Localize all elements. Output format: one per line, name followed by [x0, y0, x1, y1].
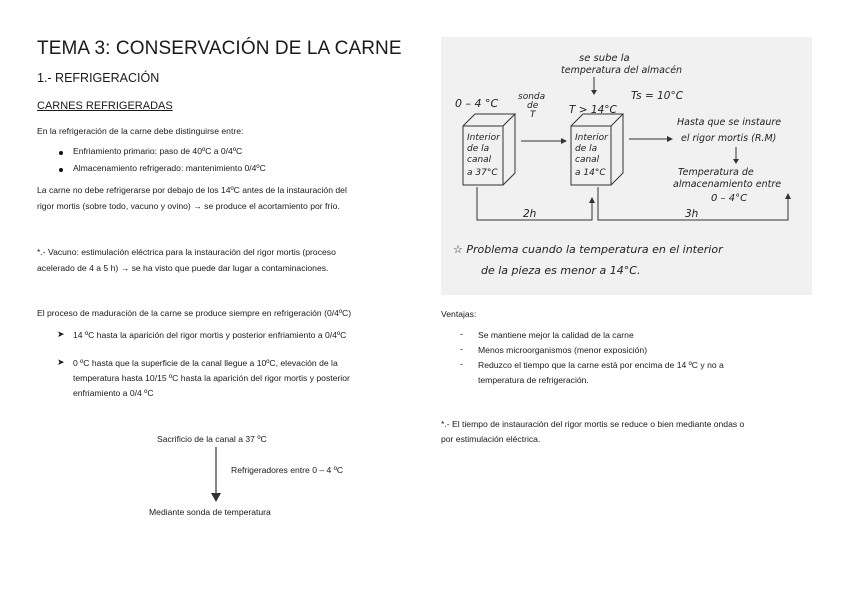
ventaja-item: Se mantiene mejor la calidad de la carne: [478, 330, 634, 340]
hw-right-4: almacenamiento entre: [673, 179, 782, 190]
paragraph-line: La carne no debe refrigerarse por debajo de los 14ºC antes de la instauración del: [37, 185, 347, 195]
subsection-heading: CARNES REFRIGERADAS: [37, 100, 173, 112]
arrow-bullet-icon: ➤: [57, 329, 65, 339]
bullet-dot: [59, 151, 63, 155]
step-line: 0 ºC hasta que la superficie de la canal llegue a 10ºC, elevación de la: [73, 358, 338, 368]
flow-bottom-text: Mediante sonda de temperatura: [149, 507, 271, 517]
bullet-dot: [59, 168, 63, 172]
ventaja-item: Menos microorganismos (menor exposición): [478, 345, 648, 355]
hw-box2-line: Interior: [575, 133, 608, 143]
hw-box1-line: de la: [467, 144, 490, 154]
hw-box1-line: Interior: [467, 133, 500, 143]
hw-problem-2: de la pieza es menor a 14°C.: [481, 264, 641, 277]
maduracion-text: El proceso de maduración de la carne se produce siempre en refrigeración (0/4ºC): [37, 308, 352, 318]
dash-bullet: -: [460, 344, 463, 354]
dash-bullet: -: [460, 329, 463, 339]
hw-sonda-3: T: [530, 110, 536, 120]
step-item: 14 ºC hasta la aparición del rigor mortis y posterior enfriamiento a 0/4ºC: [73, 330, 347, 340]
paragraph-line: rigor mortis (sobre todo, vacuno y ovino) → se produce el acortamiento por frío.: [37, 201, 340, 211]
note-line: *.- El tiempo de instauración del rigor mortis se reduce o bien mediante ondas o: [441, 419, 745, 429]
hw-right-1: Hasta que se instaure: [677, 117, 782, 128]
handwritten-diagram: [441, 37, 812, 295]
intro-text: En la refrigeración de la carne debe distinguirse entre:: [37, 126, 244, 136]
hw-time-b: 3h: [685, 208, 699, 220]
hw-problem-1: ☆ Problema cuando la temperatura en el interior: [453, 243, 723, 256]
flow-top-text: Sacrificio de la canal a 37 ºC: [157, 434, 267, 444]
hw-sonda-2: de: [527, 101, 539, 111]
bullet-item: Almacenamiento refrigerado: mantenimiento 0/4ºC: [73, 163, 266, 173]
note-line: por estimulación eléctrica.: [441, 434, 541, 444]
hw-sonda-1: sonda: [518, 92, 546, 102]
hw-right-5: 0 – 4°C: [711, 193, 748, 204]
dash-bullet: -: [460, 359, 463, 369]
flow-arrow: [209, 447, 223, 503]
hw-right-2: el rigor mortis (R.M): [681, 133, 777, 144]
hw-top-note-2: temperatura del almacén: [561, 65, 683, 76]
hw-box2-line: de la: [575, 144, 598, 154]
arrow-bullet-icon: ➤: [57, 357, 65, 367]
hw-top-note-1: se sube la: [579, 53, 630, 64]
vacuno-line: acelerado de 4 a 5 h) → se ha visto que puede dar lugar a contaminaciones.: [37, 263, 329, 273]
hw-box2-line: a 14°C: [575, 168, 606, 178]
hw-temp-ts: Ts = 10°C: [631, 90, 684, 102]
section-heading: 1.- REFRIGERACIÓN: [37, 71, 160, 85]
bullet-item: Enfriamiento primario: paso de 40ºC a 0/4ºC: [73, 146, 243, 156]
hw-right-3: Temperatura de: [678, 167, 754, 178]
ventajas-heading: Ventajas:: [441, 309, 477, 319]
hw-time-a: 2h: [523, 208, 537, 220]
step-line: temperatura hasta 10/15 ºC hasta la aparición del rigor mortis y posterior: [73, 373, 350, 383]
flow-middle-text: Refrigeradores entre 0 – 4 ºC: [231, 465, 344, 475]
vacuno-line: *.- Vacuno: estimulación eléctrica para la instauración del rigor mortis (proceso: [37, 247, 336, 257]
ventaja-item: temperatura de refrigeración.: [478, 375, 589, 385]
hw-box2-line: canal: [575, 155, 600, 165]
ventaja-item: Reduzco el tiempo que la carne está por encima de 14 ºC y no a: [478, 360, 724, 370]
hw-box1-line: a 37°C: [467, 168, 498, 178]
page-title: TEMA 3: CONSERVACIÓN DE LA CARNE: [37, 38, 402, 59]
step-line: enfriamiento a 0/4 ºC: [73, 388, 154, 398]
hw-temp-mid: T > 14°C: [569, 104, 617, 116]
hw-box1-line: canal: [467, 155, 492, 165]
hw-temp-left: 0 – 4 °C: [455, 97, 499, 110]
